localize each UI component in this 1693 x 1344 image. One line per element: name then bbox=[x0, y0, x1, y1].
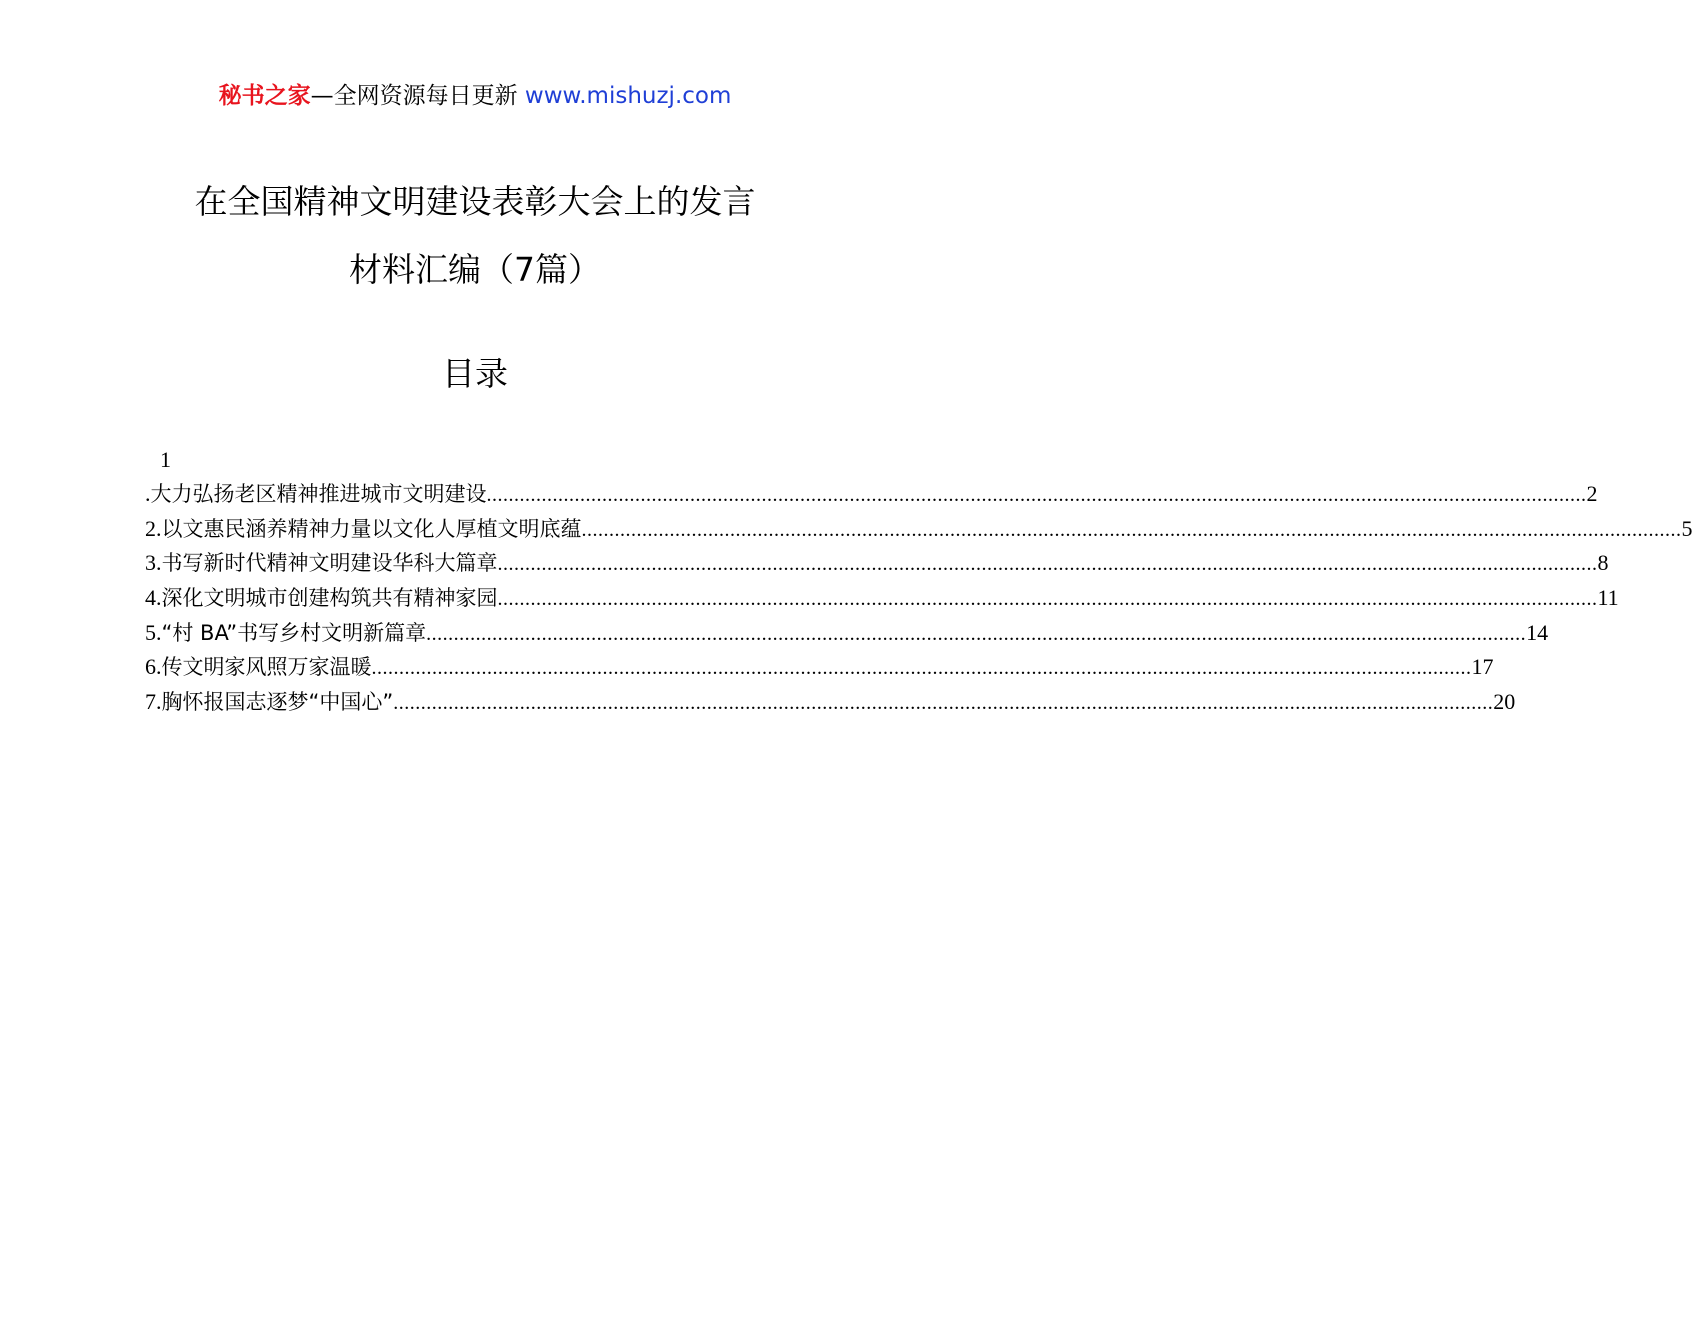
toc-entry-text: 胸怀报国志逐梦“中国心” bbox=[161, 690, 394, 715]
document-title-line2: 材料汇编（7篇） bbox=[349, 250, 601, 289]
site-url-link[interactable]: www.mishuzj.com bbox=[524, 83, 732, 109]
toc-entry-5[interactable] bbox=[145, 616, 1549, 651]
toc-entry-3[interactable] bbox=[145, 546, 1609, 581]
toc-dot-leader: ........................................................................................................................................................................................................ bbox=[426, 622, 1527, 645]
toc-dot-leader: ........................................................................................................................................................................................................ bbox=[371, 657, 1472, 680]
toc-entry-1[interactable] bbox=[145, 477, 1598, 512]
toc-dot-leader: ........................................................................................................................................................................................................ bbox=[497, 553, 1598, 576]
toc-entry-text: 以文惠民涵养精神力量以文化人厚植文明底蕴 bbox=[161, 516, 582, 541]
toc-entry-text: 书写新时代精神文明建设华科大篇章 bbox=[161, 551, 498, 576]
toc-entry-number: 3. bbox=[145, 550, 162, 576]
toc-entry-page: 14 bbox=[1526, 619, 1549, 645]
toc-entry-number: 5. bbox=[145, 619, 162, 645]
toc-entry-number: 6. bbox=[145, 654, 162, 680]
toc-entry-text: 传文明家风照万家温暖 bbox=[161, 655, 372, 680]
toc-entry-number: 7. bbox=[145, 689, 162, 715]
toc-dot-leader: ........................................................................................................................................................................................................ bbox=[497, 588, 1598, 611]
toc-entry-page: 17 bbox=[1471, 654, 1494, 680]
toc-entry-page: 8 bbox=[1597, 550, 1609, 576]
toc-entry-text: “村 BA”书写乡村文明新篇章 bbox=[161, 620, 427, 645]
brand-name: 秘书之家 bbox=[218, 83, 311, 109]
site-header bbox=[0, 80, 950, 112]
toc-entry-page: 20 bbox=[1493, 689, 1516, 715]
toc-entry-7[interactable] bbox=[145, 685, 1516, 720]
toc-entry-number: 4. bbox=[145, 585, 162, 611]
toc-entry-page: 11 bbox=[1597, 585, 1619, 611]
toc-entry-page: 5 bbox=[1681, 515, 1693, 541]
toc-dot-leader: ........................................................................................................................................................................................................ bbox=[486, 484, 1587, 506]
toc-entry-4[interactable] bbox=[145, 581, 1619, 616]
toc-entry-text: 大力弘扬老区精神推进城市文明建设 bbox=[150, 482, 487, 506]
toc-dot-leader: ........................................................................................................................................................................................................ bbox=[393, 692, 1494, 715]
toc-entry-page: 2 bbox=[1586, 481, 1598, 506]
toc-first-number: 1 bbox=[160, 447, 171, 472]
toc-entry-number: 2. bbox=[145, 515, 162, 541]
table-of-contents bbox=[145, 443, 1693, 720]
header-tagline: —全网资源每日更新 bbox=[310, 83, 518, 109]
toc-entry-text: 深化文明城市创建构筑共有精神家园 bbox=[161, 586, 498, 611]
toc-entry-6[interactable] bbox=[145, 650, 1494, 685]
toc-entry-number: . bbox=[145, 481, 151, 506]
document-title-line1: 在全国精神文明建设表彰大会上的发言 bbox=[194, 182, 756, 221]
toc-heading: 目录 bbox=[442, 354, 508, 393]
toc-entry-2[interactable] bbox=[145, 512, 1693, 547]
toc-dot-leader: ........................................................................................................................................................................................................ bbox=[581, 518, 1682, 541]
